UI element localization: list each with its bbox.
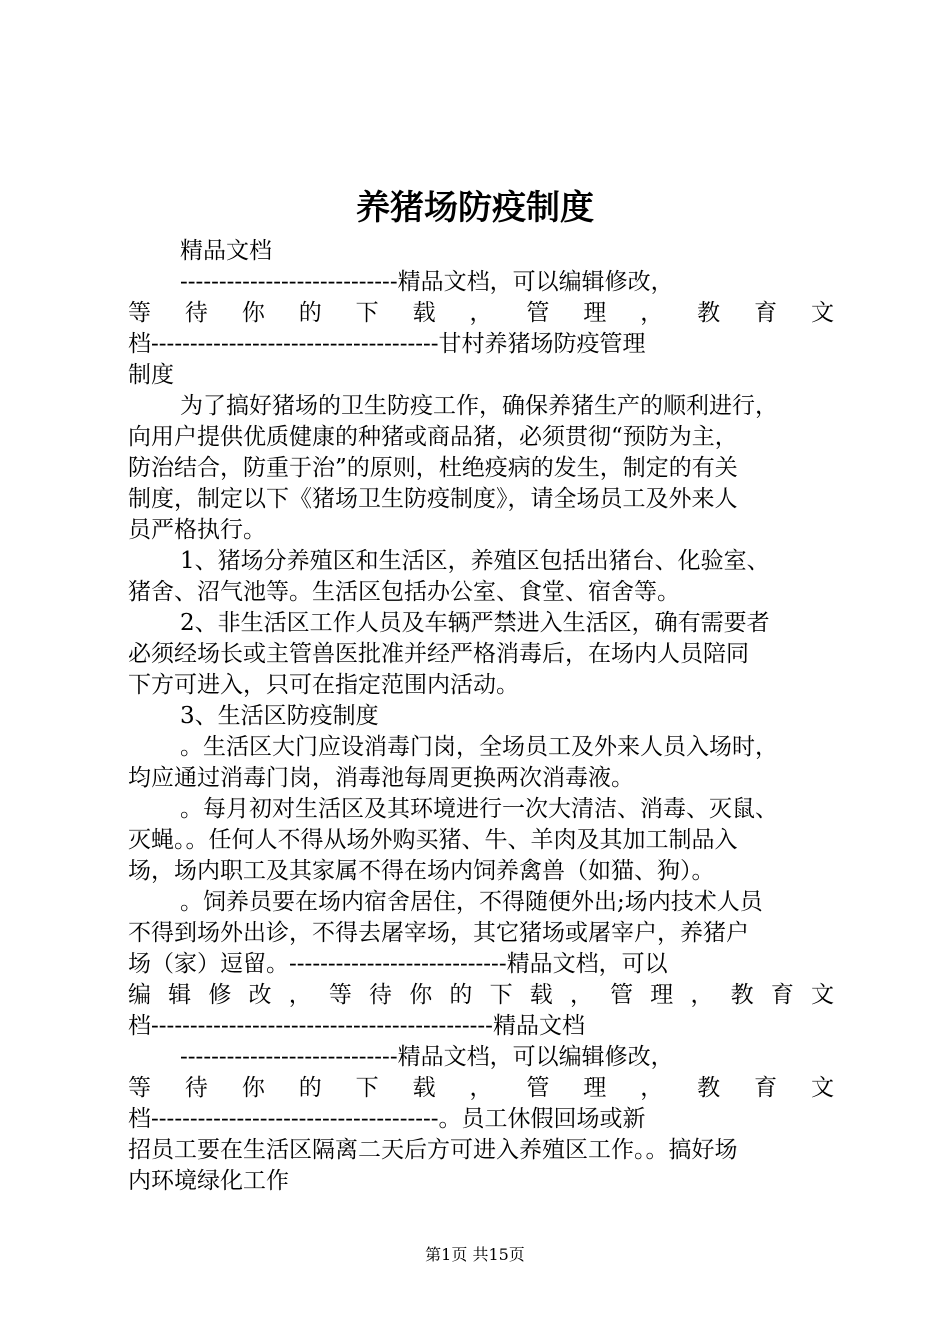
body-line: 向用户提供优质健康的种猪或商品猪，必须贯彻“预防为主，: [128, 424, 738, 450]
body-line: 场（家）逗留。----------------------------精品文档，可以: [128, 951, 668, 977]
watermark-line: ----------------------------精品文档，可以编辑修改，: [180, 1044, 674, 1070]
body-line: 下方可进入，只可在指定范围内活动。: [128, 672, 519, 698]
body-line: 制度，制定以下《猪场卫生防疫制度》，请全场员工及外来人: [128, 486, 738, 512]
body-line: 为了搞好猪场的卫生防疫工作，确保养猪生产的顺利进行，: [180, 393, 778, 419]
body-line: 必须经场长或主管兽医批准并经严格消毒后，在场内人员陪同: [128, 641, 749, 667]
body-line: 。生活区大门应设消毒门岗，全场员工及外来人员入场时，: [180, 734, 778, 760]
watermark-line: 档-------------------------------------甘村养猪场防疫管理: [128, 331, 646, 357]
body-line: 防治结合，防重于治”的原则，杜绝疫病的发生，制定的有关: [128, 455, 738, 481]
body-line: 制度: [128, 362, 174, 388]
body-line: 均应通过消毒门岗，消毒池每周更换两次消毒液。: [128, 765, 634, 791]
body-line: 灭蝇。。任何人不得从场外购买猪、牛、羊肉及其加工制品入: [128, 827, 738, 853]
watermark-line: 等待你的下载，管理，教育文: [128, 300, 834, 326]
body-line: 档-------------------------------------。员工休假回场或新: [128, 1106, 646, 1132]
watermark-line: 档--------------------------------------------精品文档: [128, 1013, 585, 1039]
body-line: 2、非生活区工作人员及车辆严禁进入生活区，确有需要者: [180, 610, 770, 636]
page-footer: 第1页 共15页: [425, 1245, 525, 1264]
body-line: 。饲养员要在场内宿舍居住，不得随便外出;场内技术人员: [180, 889, 763, 915]
page-title: 养猪场防疫制度: [356, 188, 594, 228]
body-line: 。每月初对生活区及其环境进行一次大清洁、消毒、灭鼠、: [180, 796, 778, 822]
watermark-line: 编辑修改，等待你的下载，管理，教育文: [128, 982, 834, 1008]
body-line: 猪舍、沼气池等。生活区包括办公室、食堂、宿舍等。: [128, 579, 680, 605]
watermark-line: ----------------------------精品文档，可以编辑修改，: [180, 269, 674, 295]
body-line: 场，场内职工及其家属不得在场内饲养禽兽（如猫、狗）。: [128, 858, 715, 884]
body-line: 1、猪场分养殖区和生活区，养殖区包括出猪台、化验室、: [180, 548, 770, 574]
document-body: [128, 236, 834, 1197]
body-line: 不得到场外出诊，不得去屠宰场，其它猪场或屠宰户，养猪户: [128, 920, 749, 946]
body-line: 内环境绿化工作: [128, 1168, 289, 1194]
watermark-line: 等待你的下载，管理，教育文: [128, 1075, 834, 1101]
section-heading: 3、生活区防疫制度: [180, 703, 379, 729]
body-line: 员严格执行。: [128, 517, 266, 543]
header-label: 精品文档: [180, 238, 272, 264]
body-line: 招员工要在生活区隔离二天后方可进入养殖区工作。。搞好场: [128, 1137, 738, 1163]
